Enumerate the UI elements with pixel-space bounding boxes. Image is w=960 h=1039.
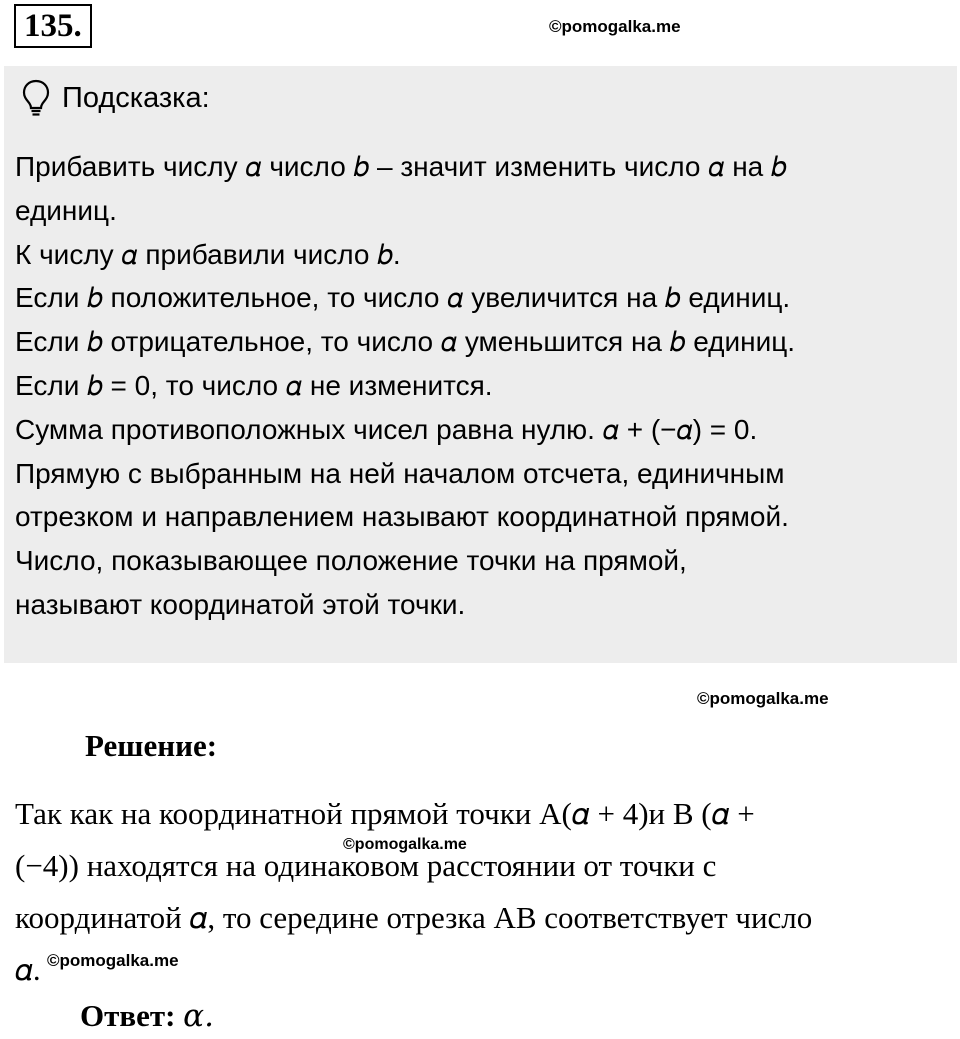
hint-line: Если 𝑏 = 0, то число 𝛼 не изменится. bbox=[15, 369, 493, 401]
solution-line: координатой 𝛼, то середине отрезка AB соответствует число bbox=[15, 900, 813, 935]
hint-line: Если 𝑏 положительное, то число 𝛼 увеличится на 𝑏 единиц. bbox=[15, 282, 791, 314]
hint-line: Сумма противоположных чисел равна нулю. 𝛼 + (−𝛼) = 0. bbox=[15, 413, 758, 445]
hint-line: единиц. bbox=[15, 194, 117, 226]
hint-line: Число, показывающее положение точки на прямой, bbox=[15, 545, 687, 577]
solution-line: 𝛼. bbox=[15, 952, 41, 987]
hint-line: называют координатой этой точки. bbox=[15, 588, 466, 620]
hint-line: Если 𝑏 отрицательное, то число 𝛼 уменьшится на 𝑏 единиц. bbox=[15, 326, 796, 358]
watermark-solution: ©pomogalka.me bbox=[343, 836, 467, 853]
hint-line: К числу 𝛼 прибавили число 𝑏. bbox=[15, 238, 401, 270]
solution-line: Так как на координатной прямой точки A(𝛼 + 4)и B (𝛼 + bbox=[15, 796, 755, 831]
hint-line: Прибавить числу 𝛼 число 𝑏 – значит изменить число 𝛼 на 𝑏 bbox=[15, 151, 787, 182]
watermark-bottom: ©pomogalka.me bbox=[47, 951, 179, 970]
hint-line: Прямую с выбранным на ней началом отсчета, единичным bbox=[15, 457, 785, 489]
hint-text bbox=[15, 145, 795, 627]
watermark-middle: ©pomogalka.me bbox=[697, 689, 829, 708]
lightbulb-icon bbox=[22, 79, 50, 117]
hint-box bbox=[4, 66, 957, 663]
answer bbox=[80, 998, 214, 1034]
hint-title: Подсказка: bbox=[62, 81, 210, 114]
hint-header bbox=[22, 78, 210, 118]
solution-title: Решение: bbox=[85, 728, 218, 763]
solution-line: (−4)) находятся на одинаковом расстоянии от точки с bbox=[15, 848, 717, 883]
problem-number: 135. bbox=[14, 4, 92, 48]
watermark-top: ©pomogalka.me bbox=[549, 17, 681, 36]
answer-label: Ответ: bbox=[80, 998, 176, 1033]
hint-line: отрезком и направлением называют координатной прямой. bbox=[15, 501, 789, 533]
answer-value: 𝛼. bbox=[183, 998, 214, 1034]
